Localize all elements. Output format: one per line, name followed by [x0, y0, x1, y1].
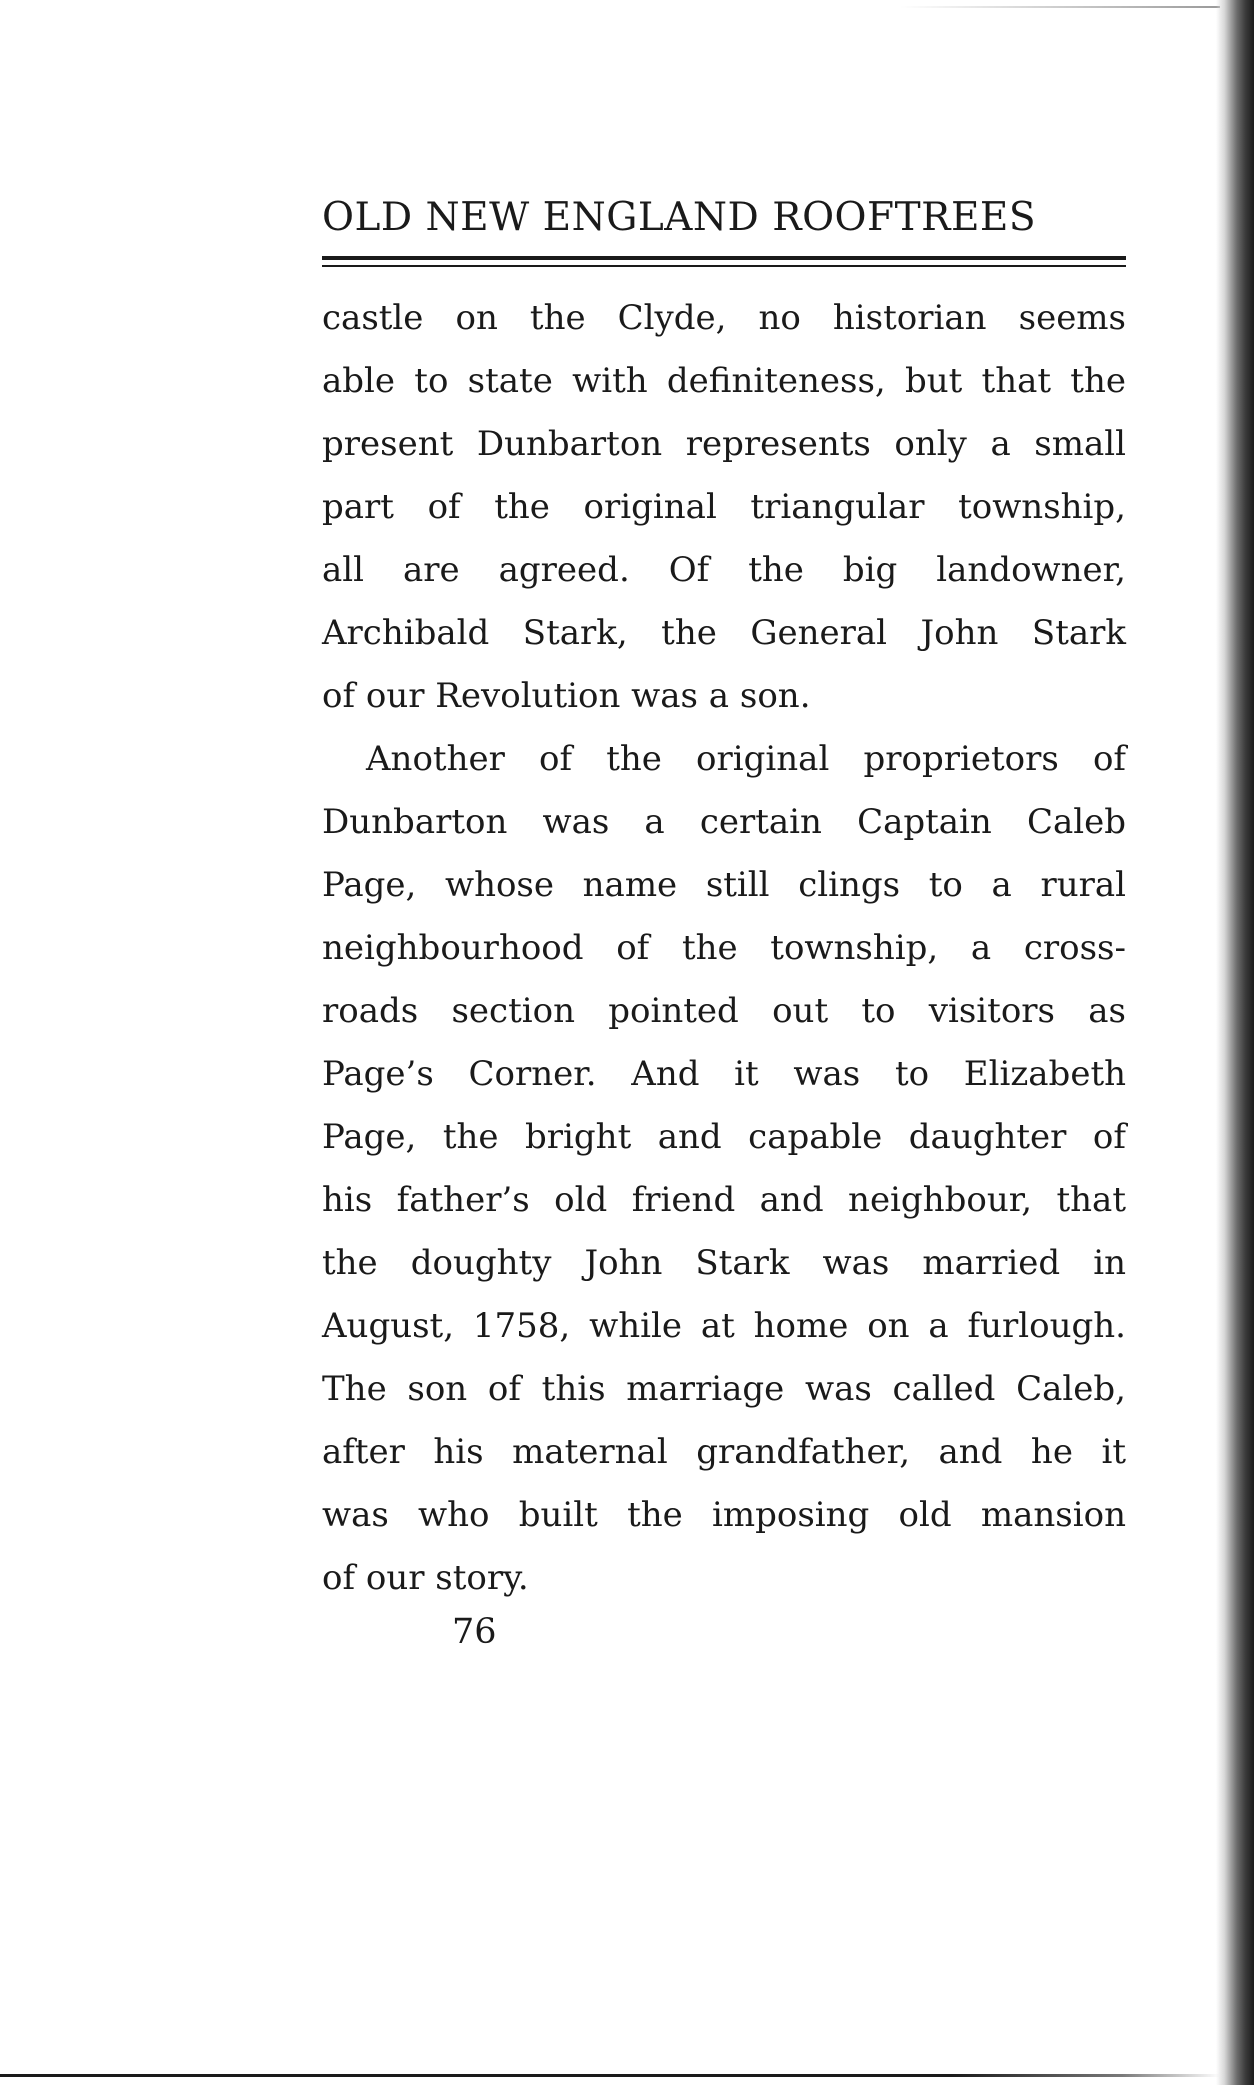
text-line: castle on the Clyde, no historian seems [322, 298, 1126, 338]
text-line: Archibald Stark, the General John Stark [322, 613, 1126, 653]
text-line: of our story. [322, 1558, 529, 1598]
text-line: Dunbarton was a certain Captain Caleb [322, 802, 1126, 842]
text-line: part of the original triangular township, [322, 487, 1126, 527]
text-line: his father’s old friend and neighbour, that [322, 1180, 1126, 1220]
text-line: all are agreed. Of the big landowner, [322, 550, 1126, 590]
scan-edge-top [900, 6, 1220, 8]
text-line: Page, whose name still clings to a rural [322, 865, 1126, 905]
text-line: Page’s Corner. And it was to Elizabeth [322, 1054, 1126, 1094]
scan-edge-right [1216, 0, 1254, 2085]
text-line: present Dunbarton represents only a small [322, 424, 1126, 464]
text-line: was who built the imposing old mansion [322, 1495, 1126, 1535]
text-line: Page, the bright and capable daughter of [322, 1117, 1126, 1157]
paragraph-2 [322, 728, 1126, 1610]
text-line: the doughty John Stark was married in [322, 1243, 1126, 1283]
paragraph-1 [322, 287, 1126, 728]
header-rule-thin [322, 265, 1126, 267]
text-line: after his maternal grandfather, and he it [322, 1432, 1126, 1472]
body-text [322, 287, 1126, 1610]
text-line: Another of the original proprietors of [366, 739, 1126, 779]
running-head: OLD NEW ENGLAND ROOFTREES [322, 195, 1037, 240]
text-line: The son of this marriage was called Caleb, [322, 1369, 1126, 1409]
text-line: neighbourhood of the township, a cross- [322, 928, 1126, 968]
page-number: 76 [452, 1612, 497, 1652]
text-line: able to state with definiteness, but that the [322, 361, 1126, 401]
text-line: roads section pointed out to visitors as [322, 991, 1126, 1031]
text-line: of our Revolution was a son. [322, 676, 811, 716]
text-line: August, 1758, while at home on a furlough. [322, 1306, 1126, 1346]
scan-edge-bottom [0, 2074, 1220, 2077]
header-rule-thick [322, 256, 1126, 260]
